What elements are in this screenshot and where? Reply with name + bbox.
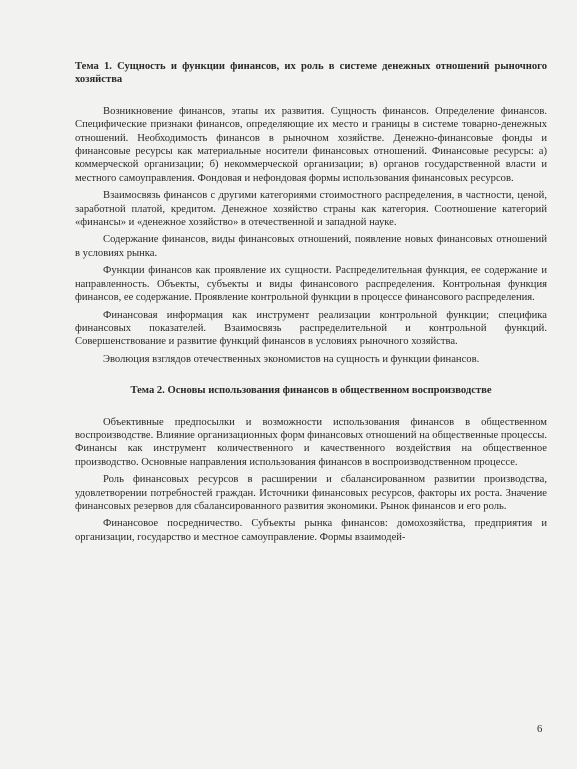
- topic2-paragraph-2: Роль финансовых ресурсов в расширении и сбалансированном развитии производства, удовлетворении потребностей граждан. Источники финансовых ресурсов, факторы их роста. Значение финансовых резервов для сбалансированного развития экономики. Рынок финансов и его роль.: [75, 474, 547, 512]
- topic1-paragraph-1: Возникновение финансов, этапы их развития. Сущность финансов. Определение финансов. Специфические признаки финансов, определяющие их место и границы в системе товарно-денежных отношений. Необходимость финансов в рыночном хозяйстве. Денежно-финансовые фонды и финансовые ресурсы как материальные носители финансовых отношений. Финансовые ресурсы: а) коммерческой организации; б) некоммерческой организации; в) органов государственной власти и местного самоуправления. Фондовая и нефондовая формы использования финансовых ресурсов.: [75, 105, 547, 184]
- topic1-paragraph-3: Содержание финансов, виды финансовых отношений, появление новых финансовых отношений в условиях рынка.: [75, 234, 547, 259]
- topic1-paragraph-4: Функции финансов как проявление их сущности. Распределительная функция, ее содержание и направленность. Объекты, субъекты и виды финансового распределения. Контрольная функция финансов, ее содержание. Проявление контрольной функции в процессе финансового распределения.: [75, 265, 547, 304]
- page-number: 6: [537, 724, 543, 735]
- topic1-paragraph-5: Финансовая информация как инструмент реализации контрольной функции; специфика финансовых показателей. Взаимосвязь распределительной и контрольной функций. Совершенствование и развитие функций финансов в условиях рыночного хозяйства.: [75, 309, 547, 348]
- topic1-paragraph-2: Взаимосвязь финансов с другими категориями стоимостного распределения, в частности, ценой, заработной платой, кредитом. Денежное хозяйство страны как категория. Соотношение категорий «финансы» и «денежное хозяйство» в отечественной и западной науке.: [75, 190, 547, 229]
- topic2-heading: Тема 2. Основы использования финансов в общественном воспроизводстве: [130, 385, 492, 397]
- topic2-paragraph-3: Финансовое посредничество. Субъекты рынка финансов: домохозяйства, предприятия и организации, государство и местное самоуправление. Формы взаимодей-: [75, 518, 547, 543]
- topic1-heading: Тема 1. Сущность и функции финансов, их роль в системе денежных отношений рыночного хозяйства: [75, 61, 547, 86]
- topic1-paragraph-6: Эволюция взглядов отечественных экономистов на сущность и функции финансов.: [103, 353, 480, 365]
- page-content: [75, 60, 547, 544]
- topic2-paragraph-1: Объективные предпосылки и возможности использования финансов в общественном воспроизводстве. Влияние организационных форм финансовых отношений на общественные процессы. Финансы как инструмент количественного и качественного воздействия на общественное производство. Основные направления использования финансов в воспроизводственном процессе.: [75, 416, 547, 468]
